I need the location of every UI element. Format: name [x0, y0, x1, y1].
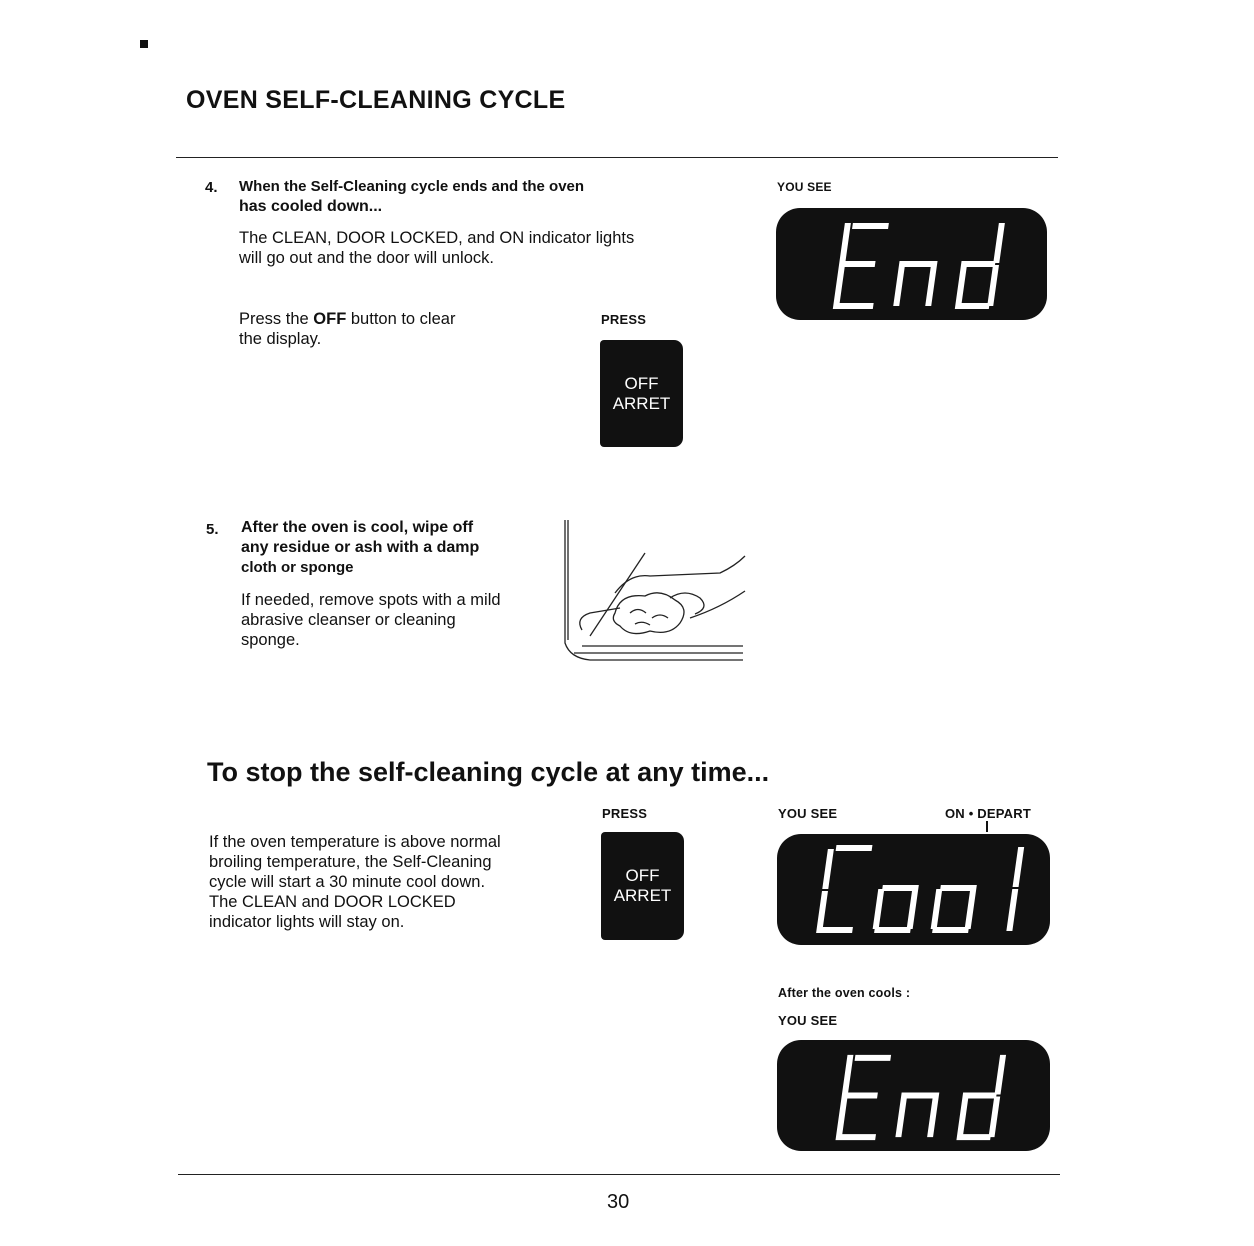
bottom-divider	[178, 1174, 1060, 1175]
after-oven-cools-label: After the oven cools :	[778, 986, 911, 1000]
step-4-description-line-2: will go out and the door will unlock.	[239, 249, 494, 267]
off-button-label: OFF	[625, 866, 660, 885]
step-4-you-see-label: YOU SEE	[777, 180, 832, 194]
step-5-heading-line-3: cloth or sponge	[241, 559, 354, 576]
step-4-heading-line-1: When the Self-Cleaning cycle ends and the oven	[239, 178, 585, 195]
step-4-heading-line-2: has cooled down...	[239, 198, 383, 215]
top-divider	[176, 157, 1058, 158]
stop-section-description	[209, 832, 501, 932]
stop-description-line-3: cycle will start a 30 minute cool down.	[209, 873, 486, 891]
stop-section-heading: To stop the self-cleaning cycle at any time...	[207, 757, 770, 787]
step-4-description	[239, 228, 634, 268]
stop-description-line-2: broiling temperature, the Self-Cleaning	[209, 853, 492, 871]
page-marker	[140, 40, 148, 48]
step-5-description-line-3: sponge.	[241, 631, 300, 649]
stop-you-see-label-2: YOU SEE	[778, 1013, 838, 1028]
end-display	[776, 208, 1047, 320]
on-depart-indicator-label: ON • DEPART	[945, 806, 1031, 821]
step-4-press-instruction	[239, 309, 455, 349]
stop-off-button[interactable]	[601, 832, 684, 940]
step-4-off-button[interactable]	[600, 340, 683, 447]
end-display-2-digits	[777, 1040, 1050, 1151]
step-4-number: 4.	[205, 179, 218, 196]
off-button-label: OFF	[624, 373, 659, 393]
on-indicator-light	[986, 821, 988, 832]
stop-press-label: PRESS	[602, 806, 648, 821]
stop-description-line-5: indicator lights will stay on.	[209, 913, 405, 931]
step-5-description	[241, 590, 501, 650]
cool-display	[777, 834, 1050, 945]
step-4-heading	[239, 177, 584, 217]
stop-description-line-4: The CLEAN and DOOR LOCKED	[209, 893, 456, 911]
step-5-heading	[241, 518, 479, 578]
step-5-heading-line-2: any residue or ash with a damp	[241, 539, 480, 556]
step-5-heading-line-1: After the oven is cool, wipe off	[241, 519, 474, 536]
cool-display-digits	[777, 834, 1050, 945]
press-text-after: button to clear	[346, 310, 456, 328]
stop-description-line-1: If the oven temperature is above normal	[209, 833, 501, 851]
press-text-bold: OFF	[313, 310, 347, 328]
press-text-before: Press the	[239, 310, 314, 328]
end-display-2	[777, 1040, 1050, 1151]
hand-wiping-sponge-illustration	[560, 518, 750, 668]
step-5-number: 5.	[206, 521, 219, 538]
step-5-description-line-2: abrasive cleanser or cleaning	[241, 611, 456, 629]
stop-you-see-label: YOU SEE	[778, 806, 838, 821]
page-number: 30	[607, 1191, 630, 1213]
press-text-line-2: the display.	[239, 330, 322, 348]
arret-button-label: ARRET	[612, 393, 671, 413]
step-5-description-line-1: If needed, remove spots with a mild	[241, 591, 501, 609]
page-title: OVEN SELF-CLEANING CYCLE	[186, 86, 566, 114]
arret-button-label: ARRET	[613, 886, 672, 905]
end-display-digits	[776, 208, 1047, 320]
step-4-press-label: PRESS	[601, 312, 647, 327]
step-4-description-line-1: The CLEAN, DOOR LOCKED, and ON indicator lights	[239, 229, 635, 247]
